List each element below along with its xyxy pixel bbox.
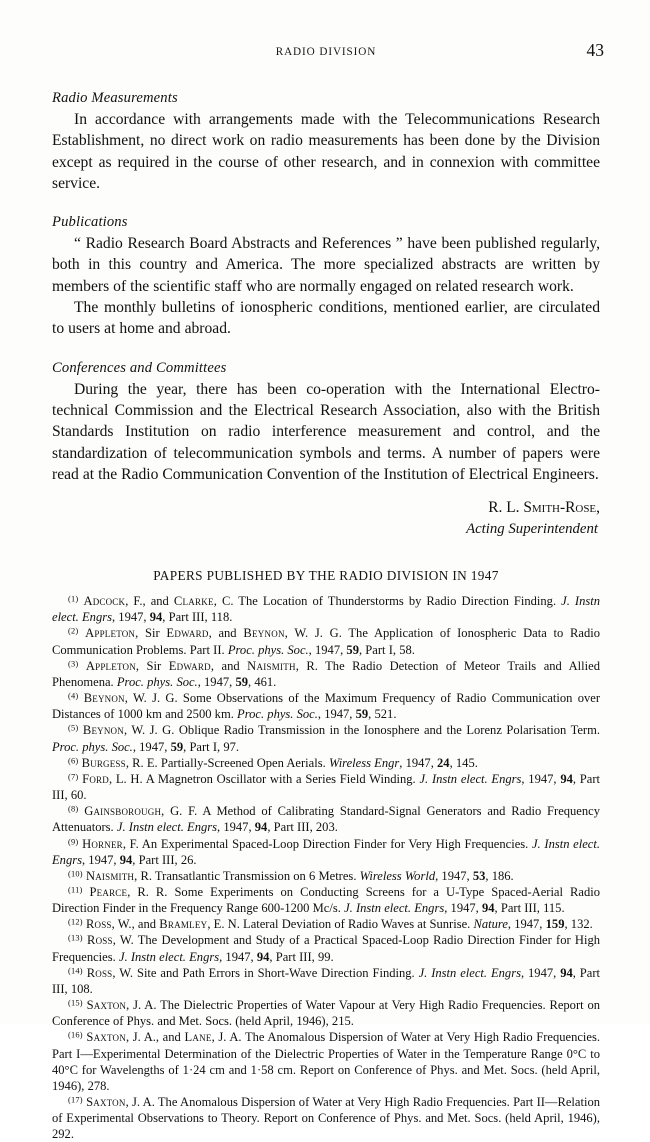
section-heading: Publications: [52, 214, 128, 231]
reference-entry: $^{(12)}$ Ross, W., and Bramley, E. N. Lateral Deviation of Radio Waves at Sunrise. Nature, 1947, 159, 132.: [68, 917, 593, 932]
bibliography-heading: PAPERS PUBLISHED BY THE RADIO DIVISION IN 1947: [153, 568, 499, 584]
section-publications: [52, 214, 600, 339]
reference-entry: $^{(5)}$ Beynon, W. J. G. Oblique Radio Transmission in the Ionosphere and the Lorenz Polarisation Term. Proc. phys. Soc., 1947, 59, Part I, 97.: [52, 723, 601, 754]
reference-entry: $^{(17)}$ Saxton, J. A. The Anomalous Dispersion of Water at Very High Radio Frequencies. Part II—Relation of Experimental Observations to Theory. Report on Conference of Phys. and Met. Socs. (held April, 1946), 292.: [52, 1095, 600, 1142]
reference-entry: $^{(13)}$ Ross, W. The Development and Study of a Practical Spaced-Loop Radio Direction Finder for High Frequencies. J. Instn elect. Engrs, 1947, 94, Part III, 99.: [52, 933, 601, 964]
reference-entry: $^{(9)}$ Horner, F. An Experimental Spaced-Loop Direction Finder for Very High Frequencies. J. Instn elect. Engrs, 1947, 94, Part III, 26.: [52, 836, 600, 867]
running-head: [52, 40, 604, 80]
paragraph: During the year, there has been co-operation with the International Electro-technical Commission and the Electrical Research Association, also with the British Standards Institution on radio interference measurement and control, and the standardization of telecommunication symbols and terms. A number of papers were read at the Radio Communication Convention of the Institution of Electrical Engineers.: [52, 380, 600, 483]
reference-entry: $^{(14)}$ Ross, W. Site and Path Errors in Short-Wave Direction Finding. J. Instn elect. Engrs, 1947, 94, Part III, 108.: [52, 965, 601, 996]
signature-role: Acting Superintendent: [466, 521, 598, 538]
paragraph: “ Radio Research Board Abstracts and References ” have been published regularly, both in this country and America. The more specialized abstracts are written by members of the scientific staff who are normally engaged on related research work.: [52, 235, 600, 295]
page-content: [52, 0, 604, 1142]
signature-initials: R. L.: [488, 499, 524, 517]
section-conferences-and-committees: [52, 360, 600, 485]
section-radio-measurements: [52, 90, 600, 194]
reference-entry: $^{(6)}$ Burgess, R. E. Partially-Screened Open Aerials. Wireless Engr, 1947, 24, 145.: [68, 755, 478, 770]
bibliography-list: [52, 593, 600, 1142]
paragraph: In accordance with arrangements made with the Telecommunications Research Establishment, no direct work on radio measurements has been done by the Division except as required in the course of other research, and in connexion with committee service.: [52, 111, 600, 192]
reference-entry: $^{(8)}$ Gainsborough, G. F. A Method of Calibrating Standard-Signal Generators and Radio Frequency Attenuators. J. Instn elect. Engrs, 1947, 94, Part III, 203.: [52, 804, 600, 835]
signature-block: [52, 498, 600, 539]
reference-entry: $^{(7)}$ Ford, L. H. A Magnetron Oscillator with a Series Field Winding. J. Instn elect. Engrs, 1947, 94, Part III, 60.: [52, 771, 600, 803]
reference-entry: $^{(11)}$ Pearce, R. R. Some Experiments on Conducting Screens for a U-Type Spaced-Aerial Radio Direction Finder in the Frequency Range 600-1200 Mc/s. J. Instn elect. Engrs, 1947, 94, Part III, 115.: [52, 884, 600, 916]
reference-entry: $^{(2)}$ Appleton, Sir Edward, and Beynon, W. J. G. The Application of Ionospheric Data to Radio Communication Problems. Part II. Proc. phys. Soc., 1947, 59, Part I, 58.: [52, 626, 600, 657]
signature-surname: Smith-Rose,: [523, 499, 600, 517]
reference-entry: $^{(10)}$ Naismith, R. Transatlantic Transmission on 6 Metres. Wireless World, 1947, 53, 186.: [68, 868, 514, 883]
reference-entry: $^{(15)}$ Saxton, J. A. The Dielectric Properties of Water Vapour at Very High Radio Frequencies. Report on Conference of Phys. and Met. Socs. (held April, 1946), 215.: [52, 998, 600, 1029]
page-number: 43: [586, 40, 604, 60]
reference-entry: $^{(16)}$ Saxton, J. A., and Lane, J. A. The Anomalous Dispersion of Water at Very High Radio Frequencies. Part I—Experimental Determination of the Dielectric Properties of Water in the Temperature Range 0°C to 40°C for Wavelengths of 1·24 cm and 1·58 cm. Report on Conference of Phys. and Met. Socs. (held April, 1946), 278.: [52, 1030, 601, 1093]
reference-entry: $^{(1)}$ Adcock, F., and Clarke, C. The Location of Thunderstorms by Radio Direction Finding. J. Instn elect. Engrs, 1947, 94, Part III, 118.: [52, 594, 600, 625]
section-heading: Conferences and Committees: [52, 359, 227, 376]
section-heading: Radio Measurements: [52, 90, 178, 106]
reference-entry: $^{(4)}$ Beynon, W. J. G. Some Observations of the Maximum Frequency of Radio Communication over Distances of 1000 km and 2500 km. Proc. phys. Soc., 1947, 59, 521.: [52, 691, 601, 722]
running-head-title: RADIO DIVISION: [275, 46, 377, 58]
reference-entry: $^{(3)}$ Appleton, Sir Edward, and Naismith, R. The Radio Detection of Meteor Trails and Allied Phenomena. Proc. phys. Soc., 1947, 59, 461.: [52, 658, 600, 689]
paragraph: The monthly bulletins of ionospheric conditions, mentioned earlier, are circulated to users at home and abroad.: [52, 299, 600, 338]
